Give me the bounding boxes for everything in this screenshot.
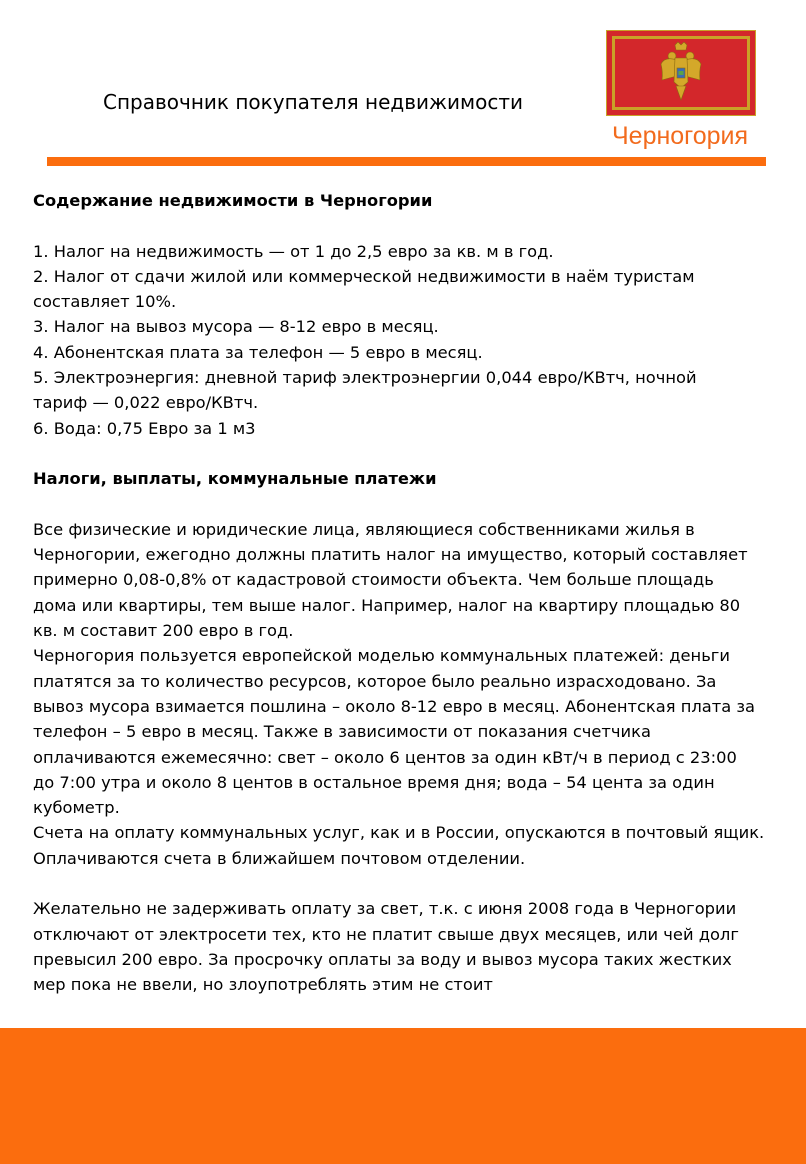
country-label: Черногория bbox=[612, 122, 749, 150]
paragraph-line: отключают от электросети тех, кто не платит свыше двух месяцев, или чей долг bbox=[33, 924, 739, 944]
list-item: 4. Абонентская плата за телефон — 5 евро в месяц. bbox=[33, 342, 483, 362]
paragraph-line: платятся за то количество ресурсов, которое было реально израсходовано. За bbox=[33, 671, 717, 691]
paragraph-line: кв. м составит 200 евро в год. bbox=[33, 621, 294, 641]
paragraph-line: кубометр. bbox=[33, 798, 120, 818]
montenegro-flag-icon bbox=[606, 30, 756, 116]
paragraph-line: Счета на оплату коммунальных услуг, как и в России, опускаются в почтовый ящик. bbox=[33, 823, 765, 843]
paragraph-line: Черногории, ежегодно должны платить налог на имущество, который составляет bbox=[33, 545, 748, 565]
list-item: тариф — 0,022 евро/КВтч. bbox=[33, 393, 259, 413]
paragraph-line: примерно 0,08-0,8% от кадастровой стоимости объекта. Чем больше площадь bbox=[33, 570, 714, 590]
section-heading: Содержание недвижимости в Черногории bbox=[33, 191, 433, 210]
paragraph-line: Желательно не задерживать оплату за свет, т.к. с июня 2008 года в Черногории bbox=[33, 899, 737, 919]
paragraph-line: вывоз мусора взимается пошлина – около 8-12 евро в месяц. Абонентская плата за bbox=[33, 696, 755, 716]
paragraph-line: Черногория пользуется европейской моделью коммунальных платежей: деньги bbox=[33, 646, 730, 666]
double-headed-eagle-icon bbox=[659, 42, 703, 104]
list-item: 6. Вода: 0,75 Евро за 1 м3 bbox=[33, 418, 256, 438]
list-item: 3. Налог на вывоз мусора — 8-12 евро в месяц. bbox=[33, 317, 439, 337]
list-item: 5. Электроэнергия: дневной тариф электроэнергии 0,044 евро/КВтч, ночной bbox=[33, 368, 697, 388]
list-item: 1. Налог на недвижимость — от 1 до 2,5 евро за кв. м в год. bbox=[33, 241, 554, 261]
paragraph-line: телефон – 5 евро в месяц. Также в зависимости от показания счетчика bbox=[33, 722, 651, 742]
section-heading: Налоги, выплаты, коммунальные платежи bbox=[33, 469, 437, 489]
list-item: 2. Налог от сдачи жилой или коммерческой недвижимости в наём туристам bbox=[33, 266, 695, 286]
list-item: составляет 10%. bbox=[33, 292, 177, 312]
paragraph-line: превысил 200 евро. За просрочку оплаты за воду и вывоз мусора таких жестких bbox=[33, 949, 732, 969]
paragraph-line: мер пока не ввели, но злоупотреблять этим не стоит bbox=[33, 975, 493, 995]
paragraph-line: Все физические и юридические лица, являющиеся собственниками жилья в bbox=[33, 519, 695, 539]
paragraph-line: оплачиваются ежемесячно: свет – около 6 центов за один кВт/ч в период с 23:00 bbox=[33, 747, 737, 767]
paragraph-line: до 7:00 утра и около 8 центов в остальное время дня; вода – 54 цента за один bbox=[33, 772, 715, 792]
document-body bbox=[33, 188, 788, 998]
page-title: Справочник покупателя недвижимости bbox=[103, 90, 524, 114]
paragraph-line: Оплачиваются счета в ближайшем почтовом отделении. bbox=[33, 848, 526, 868]
footer-band bbox=[0, 1028, 806, 1164]
header-divider bbox=[47, 157, 766, 166]
paragraph-line: дома или квартиры, тем выше налог. Например, налог на квартиру площадью 80 bbox=[33, 595, 741, 615]
